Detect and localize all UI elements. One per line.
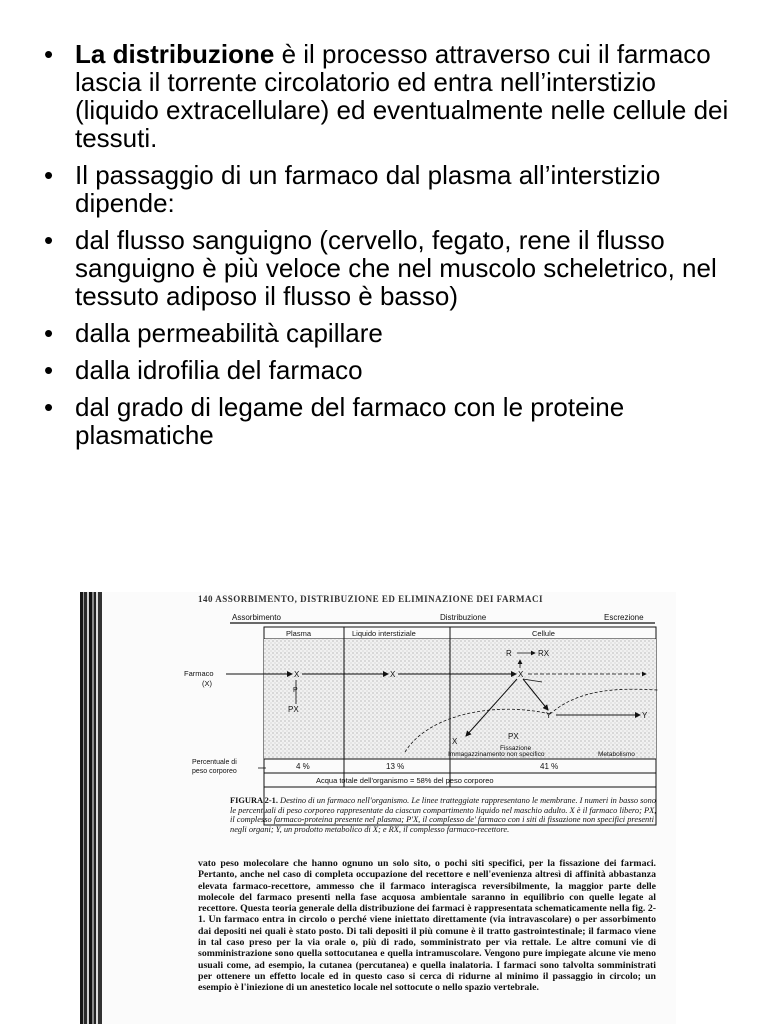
- species-r: R: [506, 649, 512, 658]
- species-y-cell: Y: [546, 711, 552, 720]
- bullet-dot: •: [44, 355, 54, 385]
- scanned-body-text: vato peso molecolare che hanno ognuno un solo sito, o pochi siti specifici, per la fissazione dei farmaci. Pertanto, anche nel caso di completa occupazione del recettore e nell'evenienza altresì di affinità abbastanza elevata farmaco-recettore, ammesso che il farmaco interagisca reversibilmente, la maggior parte delle molecole del farmaco presenti nella fase acquosa ambientale saranno in equilibrio con quelle legate al recettore. Questa teoria generale della distribuzione dei farmaci è rappresentata schematicamente nella fig. 2-1. Un farmaco entra in circolo o perché viene iniettato direttamente (via intravascolare) o per assorbimento dai depositi nei quali è stato posto. Di tali depositi il più comune è il tratto gastrointestinale; il farmaco viene in tal caso preso per la via orale o, più di rado, somministrato per via rettale. Le altre comuni vie di somministrazione sono quella sottocutanea e quella intramuscolare. Vengono pure impiegate alcune vie meno usuali come, ad esempio, la cutanea (percutanea) e quella inalatoria. I farmaci sono talvolta somministrati per ottenere un effetto locale ed in questo caso si cerca di ridurne al minimo il passaggio in circolo; un esempio è l'iniezione di un anestetico locale nel sottocute o nello spazio vertebrale.: [198, 858, 656, 994]
- scanned-textbook-page: [80, 592, 676, 1024]
- species-x-cell: X: [518, 670, 524, 679]
- figure-caption: [230, 796, 660, 834]
- stippled-region: [264, 639, 656, 759]
- row-label-percentage: Percentuale di: [192, 759, 237, 766]
- bullet-dot: •: [44, 160, 54, 190]
- storage-label: Immagazzinamento non specifico: [448, 751, 545, 758]
- caption-title: FIGURA 2-1.: [230, 796, 278, 805]
- bullet-item: [42, 226, 742, 310]
- bullet-text: Il passaggio di un farmaco dal plasma all’interstizio dipende:: [75, 160, 661, 218]
- phase-distribution-label: Distribuzione: [440, 613, 487, 622]
- drug-symbol: (X): [202, 679, 212, 688]
- species-px-storage: PX: [508, 732, 519, 741]
- metabolism-label: Metabolismo: [598, 751, 635, 758]
- phase-absorption-label: Assorbimento: [232, 613, 281, 622]
- pct-interstitial: 13 %: [386, 762, 405, 771]
- species-px-plasma: PX: [288, 705, 299, 714]
- scan-page-header: 140 ASSORBIMENTO, DISTRIBUZIONE ED ELIMINAZIONE DEI FARMACI: [198, 594, 543, 604]
- bullet-dot: •: [44, 392, 54, 422]
- phase-excretion-label: Escrezione: [604, 613, 644, 622]
- bullet-list: [42, 40, 742, 458]
- bullet-item: [42, 40, 742, 152]
- species-p: P: [293, 687, 298, 694]
- row-label-body-weight: peso corporeo: [192, 768, 237, 775]
- total-water-label: Acqua totale dell'organismo = 58% del peso corporeo: [316, 776, 494, 785]
- fixation-label: Fissazione: [500, 745, 532, 752]
- column-plasma-label: Plasma: [286, 629, 312, 638]
- bullet-text: dalla permeabilità capillare: [75, 318, 383, 348]
- species-x-storage: X: [452, 737, 458, 746]
- bullet-text: dal grado di legame del farmaco con le proteine plasmatiche: [75, 392, 625, 450]
- drug-label: Farmaco: [184, 669, 214, 678]
- species-x-plasma: X: [294, 670, 300, 679]
- bullet-item: [42, 319, 742, 347]
- bullet-text: è il processo attraverso cui il farmaco lascia il torrente circolatorio ed entra nell’interstizio (liquido extracellulare) ed eventualmente nelle cellule dei tessuti.: [75, 39, 729, 153]
- column-interstitial-label: Liquido interstiziale: [352, 629, 416, 638]
- bullet-dot: •: [44, 39, 54, 69]
- bullet-item: [42, 393, 742, 449]
- pct-cells: 41 %: [540, 762, 559, 771]
- caption-text: Destino di un farmaco nell'organismo. Le linee tratteggiate rappresentano le membrane. I numeri in basso sono le percentuali di peso corporeo rappresentate da ciascun compartimento liquido nel maschio adulto. X è il farmaco libero; PX, il complesso farmaco-proteina presente nel plasma; P'X, il complesso de' farmaco con i siti di fissazione non specifici presenti negli organi; Y, un prodotto metabolico di X; e RX, il complesso farmaco-recettore.: [230, 796, 657, 834]
- bullet-dot: •: [44, 318, 54, 348]
- bullet-bold-text: La distribuzione: [75, 39, 275, 69]
- bullet-text: dalla idrofilia del farmaco: [75, 355, 363, 385]
- bullet-item: [42, 356, 742, 384]
- species-x-interstitium: X: [390, 670, 396, 679]
- bullet-text: dal flusso sanguigno (cervello, fegato, rene il flusso sanguigno è più veloce che nel muscolo scheletrico, nel tessuto adiposo il flusso è basso): [75, 225, 717, 311]
- species-rx: RX: [538, 649, 550, 658]
- species-y-out: Y: [642, 711, 648, 720]
- bullet-item: [42, 161, 742, 217]
- column-cells-label: Cellule: [532, 629, 555, 638]
- bullet-dot: •: [44, 225, 54, 255]
- pct-plasma: 4 %: [296, 762, 310, 771]
